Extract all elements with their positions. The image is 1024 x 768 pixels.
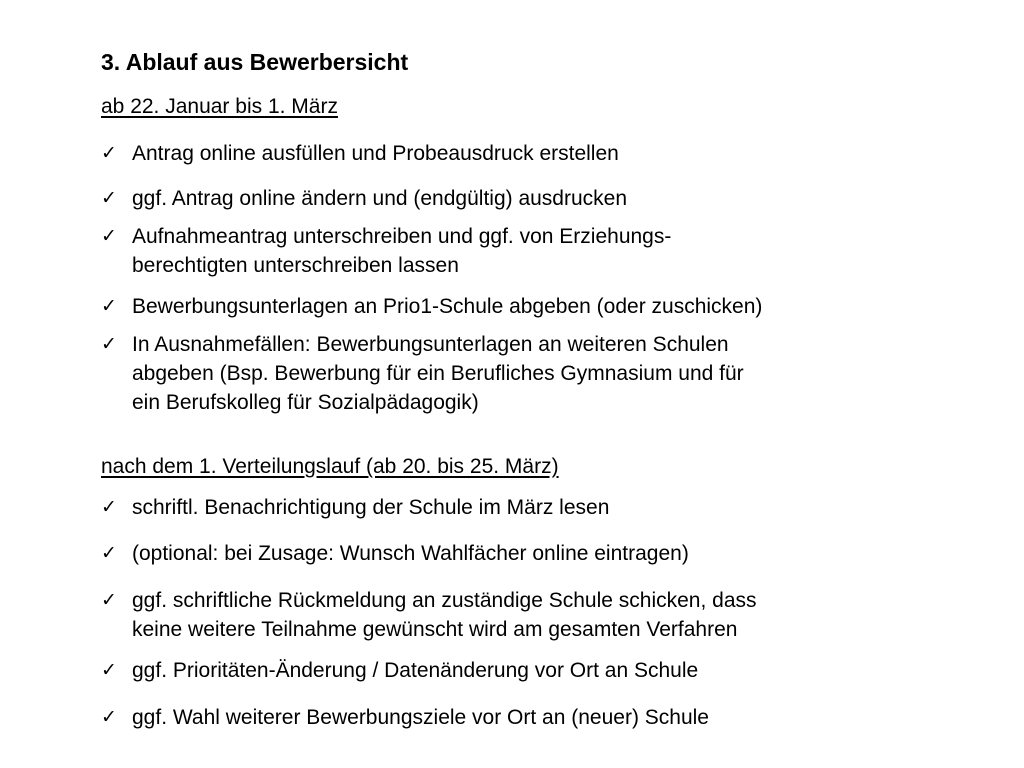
check-icon: ✓ — [101, 142, 117, 164]
list-item-line: Bewerbungsunterlagen an Prio1-Schule abgeben (oder zuschicken) — [132, 295, 763, 318]
check-icon: ✓ — [101, 706, 117, 728]
list-item — [101, 539, 921, 568]
list-item — [101, 330, 921, 417]
list-item-line: ggf. schriftliche Rückmeldung an zuständige Schule schicken, dass — [132, 589, 757, 612]
list-item-line: Antrag online ausfüllen und Probeausdruck erstellen — [132, 142, 619, 165]
list-item-line: abgeben (Bsp. Bewerbung für ein Berufliches Gymnasium und für — [132, 362, 744, 385]
check-icon: ✓ — [101, 589, 117, 611]
list-item-line: ggf. Prioritäten-Änderung / Datenänderung vor Ort an Schule — [132, 659, 699, 682]
list-item-line: schriftl. Benachrichtigung der Schule im März lesen — [132, 496, 610, 519]
check-icon: ✓ — [101, 659, 117, 681]
check-icon: ✓ — [101, 542, 117, 564]
list-item — [101, 222, 921, 280]
list-item-line: berechtigten unterschreiben lassen — [132, 254, 459, 277]
list-item — [101, 493, 921, 522]
check-icon: ✓ — [101, 187, 117, 209]
list-item — [101, 703, 921, 732]
list-item-line: ggf. Wahl weiterer Bewerbungsziele vor Ort an (neuer) Schule — [132, 706, 709, 729]
list-item — [101, 586, 921, 644]
list-item-line: ggf. Antrag online ändern und (endgültig) ausdrucken — [132, 187, 628, 210]
list-item-line: ein Berufskolleg für Sozialpädagogik) — [132, 391, 479, 414]
list-item-line: keine weitere Teilnahme gewünscht wird am gesamten Verfahren — [132, 618, 738, 641]
check-icon: ✓ — [101, 295, 117, 317]
list-item — [101, 656, 921, 685]
list-item — [101, 139, 921, 168]
list-item-line: (optional: bei Zusage: Wunsch Wahlfächer online eintragen) — [132, 542, 689, 565]
page-title: 3. Ablauf aus Bewerbersicht — [101, 49, 409, 75]
section-heading-period-2: nach dem 1. Verteilungslauf (ab 20. bis 25. März) — [101, 455, 559, 478]
check-icon: ✓ — [101, 496, 117, 518]
section-heading-period-1: ab 22. Januar bis 1. März — [101, 95, 338, 118]
list-item-line: Aufnahmeantrag unterschreiben und ggf. von Erziehungs- — [132, 225, 672, 248]
check-icon: ✓ — [101, 333, 117, 355]
list-item — [101, 292, 921, 321]
list-item-line: In Ausnahmefällen: Bewerbungsunterlagen an weiteren Schulen — [132, 333, 729, 356]
list-item — [101, 184, 921, 213]
check-icon: ✓ — [101, 225, 117, 247]
